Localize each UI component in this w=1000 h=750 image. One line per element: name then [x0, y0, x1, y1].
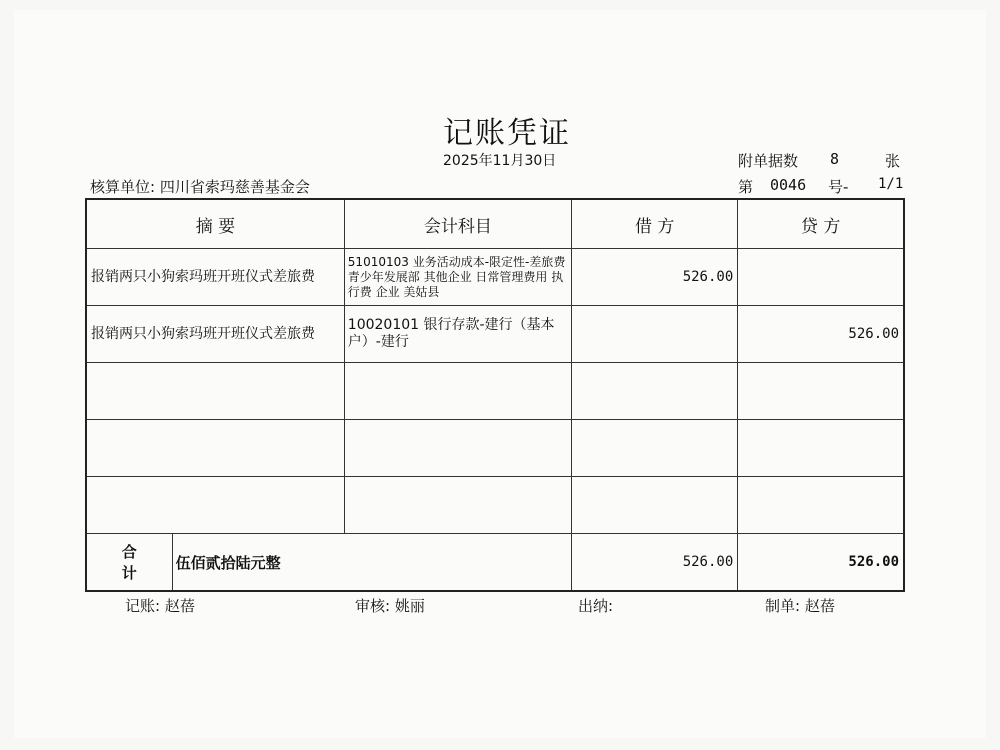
total-amount-words: 伍佰贰拾陆元整 — [172, 534, 571, 592]
voucher-date: 2025年11月30日 — [443, 153, 557, 169]
header-credit: 贷 方 — [738, 199, 904, 249]
row-summary — [86, 363, 344, 420]
attachments-unit: 张 — [885, 152, 901, 170]
total-credit: 526.00 — [738, 534, 904, 592]
attachments-count: 8 — [830, 150, 840, 168]
row-summary: 报销两只小狗索玛班开班仪式差旅费 — [86, 306, 344, 363]
row-credit — [738, 477, 904, 534]
table-row — [86, 249, 904, 306]
row-debit: 526.00 — [572, 249, 738, 306]
bookkeeper-signature: 记账: 赵蓓 — [125, 597, 195, 615]
preparer-signature: 制单: 赵蓓 — [765, 597, 835, 615]
row-subject: 51010103 业务活动成本-限定性-差旅费 青少年发展部 其他企业 日常管理费用 执行费 企业 美姑县 — [344, 249, 571, 306]
table-row — [86, 477, 904, 534]
row-subject: 10020101 银行存款-建行（基本户）-建行 — [344, 306, 571, 363]
row-credit — [738, 249, 904, 306]
total-row — [86, 534, 904, 592]
row-debit — [572, 306, 738, 363]
table-header-row — [86, 199, 904, 249]
row-debit — [572, 420, 738, 477]
header-summary: 摘 要 — [86, 199, 344, 249]
voucher-page-count: 1/1 — [878, 176, 904, 192]
voucher-number: 0046 — [770, 176, 807, 194]
total-label: 合计 — [86, 534, 172, 592]
row-subject — [344, 477, 571, 534]
row-debit — [572, 477, 738, 534]
voucher-table — [85, 198, 905, 592]
row-summary — [86, 477, 344, 534]
row-summary: 报销两只小狗索玛班开班仪式差旅费 — [86, 249, 344, 306]
voucher-number-prefix: 第 — [738, 178, 754, 196]
table-row — [86, 306, 904, 363]
accounting-unit: 核算单位: 四川省索玛慈善基金会 — [90, 178, 310, 196]
row-summary — [86, 420, 344, 477]
cashier-signature: 出纳: — [578, 597, 614, 615]
header-debit: 借 方 — [572, 199, 738, 249]
row-subject — [344, 363, 571, 420]
attachments-label: 附单据数 — [738, 152, 799, 170]
row-debit — [572, 363, 738, 420]
voucher-number-suffix: 号- — [828, 178, 849, 196]
row-credit — [738, 420, 904, 477]
row-subject — [344, 420, 571, 477]
voucher-title: 记账凭证 — [443, 116, 571, 151]
auditor-signature: 审核: 姚丽 — [355, 597, 425, 615]
total-debit: 526.00 — [572, 534, 738, 592]
row-credit — [738, 363, 904, 420]
row-credit: 526.00 — [738, 306, 904, 363]
header-subject: 会计科目 — [344, 199, 571, 249]
table-row — [86, 420, 904, 477]
table-row — [86, 363, 904, 420]
